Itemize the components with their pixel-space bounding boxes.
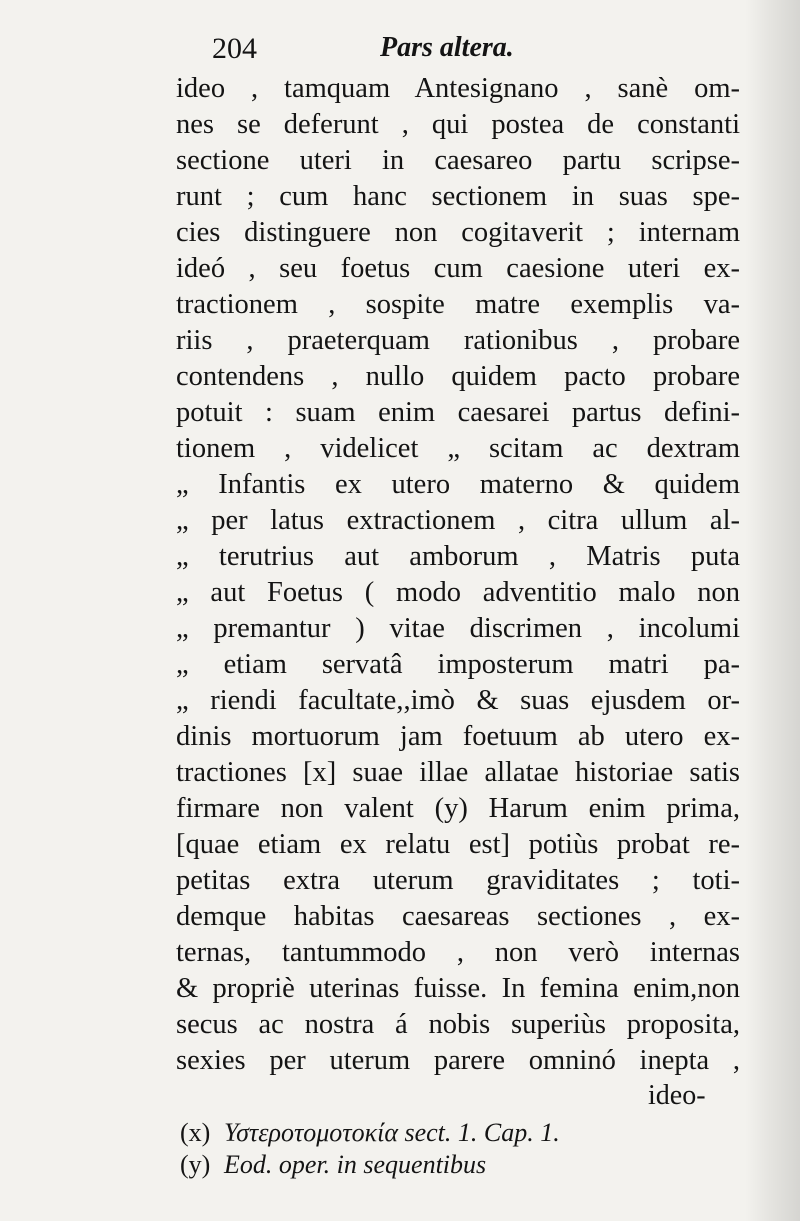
text-line: ideó , seu foetus cum caesione uteri ex- xyxy=(176,253,740,284)
footnote-x xyxy=(180,1116,560,1150)
page-number: 204 xyxy=(212,32,257,65)
text-line: „ aut Foetus ( modo adventitio malo non xyxy=(176,577,740,608)
text-line: tractionem , sospite matre exemplis va- xyxy=(176,289,740,320)
text-line: „ premantur ) vitae discrimen , incolumi xyxy=(176,613,740,644)
text-line: riis , praeterquam rationibus , probare xyxy=(176,325,740,356)
running-head: Pars altera. xyxy=(380,32,514,63)
text-line: tractiones [x] suae illae allatae historiae satis xyxy=(176,757,740,788)
page-header xyxy=(212,32,572,72)
footnote-text: Eod. oper. in sequentibus xyxy=(224,1150,487,1179)
text-line: cies distinguere non cogitaverit ; internam xyxy=(176,217,740,248)
text-line: dinis mortuorum jam foetuum ab utero ex- xyxy=(176,721,740,752)
text-line: „ riendi facultate,,imò & suas ejusdem or- xyxy=(176,685,740,716)
text-line: „ terutrius aut amborum , Matris puta xyxy=(176,541,740,572)
text-line: „ Infantis ex utero materno & quidem xyxy=(176,469,740,500)
text-line: „ per latus extractionem , citra ullum al- xyxy=(176,505,740,536)
text-line: „ etiam servatâ imposterum matri pa- xyxy=(176,649,740,680)
text-line: ideo , tamquam Antesignano , sanè om- xyxy=(176,73,740,104)
footnote-marker: (x) xyxy=(180,1118,211,1147)
text-line: & propriè uterinas fuisse. In femina enim,non xyxy=(176,973,740,1004)
text-line: secus ac nostra á nobis superiùs proposita, xyxy=(176,1009,740,1040)
catchword: ideo- xyxy=(648,1080,706,1111)
text-line: [quae etiam ex relatu est] potiùs probat re- xyxy=(176,829,740,860)
footnote-y xyxy=(180,1148,486,1182)
text-line: sexies per uterum parere omninó inepta , xyxy=(176,1045,740,1076)
text-line: firmare non valent (y) Harum enim prima, xyxy=(176,793,740,824)
text-line: ternas, tantummodo , non verò internas xyxy=(176,937,740,968)
text-line: demque habitas caesareas sectiones , ex- xyxy=(176,901,740,932)
footnote-marker: (y) xyxy=(180,1150,211,1179)
text-line: sectione uteri in caesareo partu scripse- xyxy=(176,145,740,176)
text-line: tionem , videlicet „ scitam ac dextram xyxy=(176,433,740,464)
footnote-text: Υστεροτομοτοκία sect. 1. Cap. 1. xyxy=(224,1118,560,1147)
text-line: petitas extra uterum graviditates ; toti- xyxy=(176,865,740,896)
text-line: contendens , nullo quidem pacto probare xyxy=(176,361,740,392)
text-line: nes se deferunt , qui postea de constanti xyxy=(176,109,740,140)
text-line: runt ; cum hanc sectionem in suas spe- xyxy=(176,181,740,212)
text-line: potuit : suam enim caesarei partus defini- xyxy=(176,397,740,428)
